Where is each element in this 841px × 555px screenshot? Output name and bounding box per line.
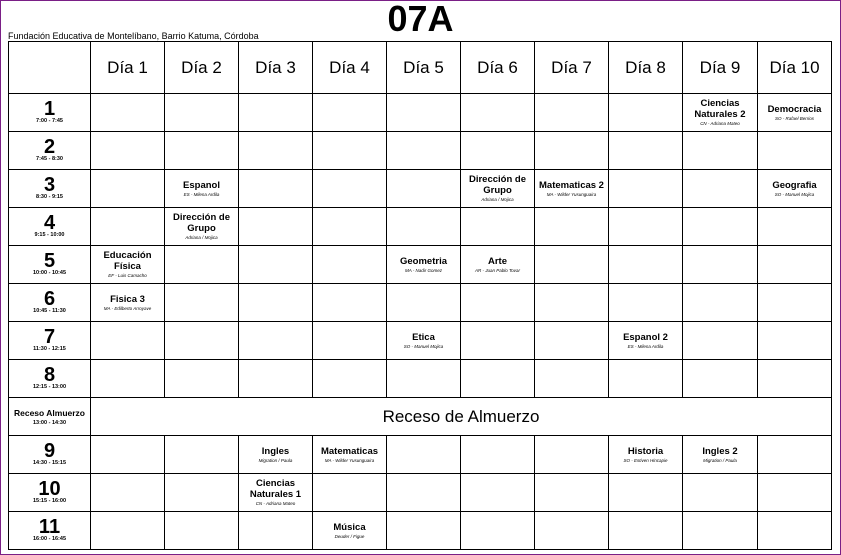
schedule-cell: [239, 170, 313, 208]
period-time: 8:30 - 9:15: [36, 194, 63, 200]
class-subject: Espanol: [183, 179, 220, 191]
class-subject: Etica: [412, 331, 435, 343]
schedule-cell: [239, 512, 313, 550]
class-teacher: CN - Adriana Mateo: [700, 121, 740, 126]
schedule-cell: [91, 246, 165, 284]
schedule-cell: [609, 322, 683, 360]
class-subject: Matematicas: [320, 445, 379, 457]
class-subject: Educación Física: [103, 250, 152, 272]
period-number: 1: [43, 98, 56, 120]
period-row: [9, 208, 832, 246]
schedule-cell: [683, 436, 758, 474]
schedule-cell: [165, 208, 239, 246]
schedule-cell: [165, 132, 239, 170]
schedule-cell: [683, 170, 758, 208]
schedule-cell: [609, 94, 683, 132]
period-number: 8: [43, 364, 56, 386]
class-teacher: MA - Wilder Yusunguaira: [546, 191, 597, 197]
class-teacher: Migration / Paula: [703, 457, 737, 463]
schedule-cell: [387, 208, 461, 246]
schedule-cell: [91, 208, 165, 246]
schedule-cell: [461, 322, 535, 360]
period-row: [9, 436, 832, 474]
timetable: [8, 41, 832, 550]
period-label: [9, 284, 91, 322]
period-label: [9, 94, 91, 132]
recess-banner: Receso de Almuerzo: [91, 398, 832, 436]
period-number: 4: [43, 212, 56, 234]
period-label: [9, 170, 91, 208]
class-subject: Ciencias Naturales 2: [694, 98, 746, 120]
schedule-cell: [91, 132, 165, 170]
schedule-cell: [683, 322, 758, 360]
class-subject: Dirección de Grupo: [468, 174, 527, 196]
class-subject: Fisica 3: [110, 293, 145, 305]
period-label: [9, 436, 91, 474]
day-header-10: Día 10: [758, 42, 832, 94]
schedule-cell: [165, 474, 239, 512]
period-number: 9: [43, 440, 56, 462]
schedule-cell: [609, 474, 683, 512]
schedule-cell: [387, 284, 461, 322]
class-teacher: MA - Nadir Gomez: [404, 267, 443, 273]
schedule-cell: [313, 208, 387, 246]
period-row: [9, 512, 832, 550]
class-teacher: CN - Adriana Mateo: [255, 501, 296, 506]
schedule-cell: [239, 360, 313, 398]
schedule-cell: [165, 436, 239, 474]
schedule-cell: [683, 284, 758, 322]
schedule-cell: [683, 246, 758, 284]
class-teacher: AR - Juan Pablo Tovar: [474, 267, 521, 273]
period-row: [9, 322, 832, 360]
class-teacher: Migration / Paula: [258, 457, 293, 463]
period-number: 3: [43, 174, 56, 196]
schedule-cell: [91, 284, 165, 322]
schedule-cell: [313, 436, 387, 474]
schedule-cell: [535, 284, 609, 322]
schedule-cell: [313, 322, 387, 360]
schedule-cell: [461, 474, 535, 512]
schedule-cell: [609, 512, 683, 550]
day-header-7: Día 7: [535, 42, 609, 94]
schedule-cell: [91, 360, 165, 398]
class-subject: Ciencias Naturales 1: [249, 478, 302, 500]
schedule-cell: [91, 170, 165, 208]
schedule-cell: [758, 512, 832, 550]
class-subject: Música: [333, 521, 366, 533]
schedule-cell: [758, 284, 832, 322]
period-time: 7:45 - 8:30: [36, 156, 63, 162]
schedule-cell: [165, 246, 239, 284]
schedule-cell: [387, 360, 461, 398]
schedule-cell: [758, 170, 832, 208]
schedule-cell: [239, 208, 313, 246]
class-teacher: SO - Manuel Mojica: [403, 343, 444, 349]
schedule-cell: [461, 208, 535, 246]
schedule-cell: [387, 474, 461, 512]
period-time: 16:00 - 16:45: [32, 536, 67, 542]
schedule-cell: [683, 132, 758, 170]
class-subject: Democracia: [767, 103, 822, 115]
day-header-8: Día 8: [609, 42, 683, 94]
schedule-cell: [313, 132, 387, 170]
schedule-cell: [683, 94, 758, 132]
class-teacher: MA - Wilder Yusunguaira: [324, 457, 375, 463]
schedule-cell: [683, 208, 758, 246]
period-time: 7:00 - 7:45: [36, 118, 63, 124]
day-header-5: Día 5: [387, 42, 461, 94]
schedule-cell: [758, 474, 832, 512]
period-row: [9, 474, 832, 512]
schedule-cell: [461, 360, 535, 398]
schedule-cell: [91, 436, 165, 474]
period-label: [9, 132, 91, 170]
class-subject: Ingles: [261, 445, 290, 457]
schedule-cell: [535, 208, 609, 246]
schedule-cell: [387, 322, 461, 360]
period-number: 2: [43, 136, 56, 158]
schedule-cell: [313, 94, 387, 132]
period-label: [9, 246, 91, 284]
period-time: 15:15 - 16:00: [32, 498, 67, 504]
schedule-cell: [91, 512, 165, 550]
schedule-cell: [609, 132, 683, 170]
day-header-9: Día 9: [683, 42, 758, 94]
schedule-cell: [535, 360, 609, 398]
class-teacher: SO - Manuel Mojica: [774, 191, 815, 197]
schedule-cell: [91, 474, 165, 512]
schedule-cell: [387, 94, 461, 132]
recess-label: Receso Almuerzo: [13, 407, 85, 418]
schedule-cell: [683, 512, 758, 550]
class-subject: Geometria: [400, 255, 447, 267]
recess-label-cell: [9, 398, 91, 436]
schedule-cell: [313, 474, 387, 512]
schedule-cell: [165, 360, 239, 398]
class-teacher: Adriana / Mojica: [185, 235, 218, 240]
schedule-cell: [535, 170, 609, 208]
period-label: [9, 322, 91, 360]
day-header-row: [9, 42, 832, 94]
schedule-cell: [535, 512, 609, 550]
schedule-cell: [758, 360, 832, 398]
period-row: [9, 94, 832, 132]
schedule-cell: [535, 474, 609, 512]
period-number: 6: [43, 288, 56, 310]
class-teacher: Adriana / Mojica: [481, 197, 514, 202]
schedule-cell: [758, 246, 832, 284]
day-header-1: Día 1: [91, 42, 165, 94]
period-row: [9, 284, 832, 322]
schedule-cell: [239, 474, 313, 512]
schedule-cell: [165, 284, 239, 322]
schedule-cell: [91, 94, 165, 132]
schedule-cell: [387, 436, 461, 474]
schedule-cell: [609, 436, 683, 474]
day-header-2: Día 2: [165, 42, 239, 94]
period-time: 10:45 - 11:30: [33, 308, 66, 314]
recess-row: [9, 398, 832, 436]
schedule-cell: [535, 94, 609, 132]
schedule-cell: [758, 208, 832, 246]
corner-cell: [9, 42, 91, 94]
schedule-cell: [461, 170, 535, 208]
schedule-cell: [165, 512, 239, 550]
schedule-cell: [387, 512, 461, 550]
schedule-cell: [461, 284, 535, 322]
class-teacher: SO - Rafael Berrios: [774, 115, 814, 121]
schedule-cell: [165, 94, 239, 132]
day-header-6: Día 6: [461, 42, 535, 94]
schedule-cell: [387, 132, 461, 170]
day-header-4: Día 4: [313, 42, 387, 94]
schedule-cell: [609, 360, 683, 398]
schedule-cell: [387, 170, 461, 208]
schedule-cell: [758, 94, 832, 132]
schedule-cell: [609, 284, 683, 322]
schedule-cell: [461, 246, 535, 284]
schedule-cell: [313, 170, 387, 208]
class-subject: Arte: [487, 255, 507, 267]
schedule-cell: [91, 322, 165, 360]
schedule-cell: [313, 360, 387, 398]
period-label: [9, 474, 91, 512]
class-teacher: MA - Edilberto Arroyave: [103, 305, 152, 311]
schedule-cell: [239, 94, 313, 132]
period-row: [9, 246, 832, 284]
schedule-cell: [535, 322, 609, 360]
schedule-cell: [387, 246, 461, 284]
schedule-cell: [461, 94, 535, 132]
period-number: 10: [38, 478, 61, 500]
period-time: 9:15 - 10:00: [34, 232, 65, 238]
period-row: [9, 132, 832, 170]
schedule-cell: [609, 170, 683, 208]
school-name: Fundación Educativa de Montelíbano, Barrio Katuma, Córdoba: [8, 31, 259, 41]
group-title: 07A: [387, 0, 454, 39]
schedule-cell: [535, 436, 609, 474]
class-teacher: EF - Luis Camacho: [108, 273, 147, 278]
period-time: 10:00 - 10:45: [32, 270, 67, 276]
recess-time: 13:00 - 14:30: [32, 419, 67, 426]
schedule-cell: [535, 132, 609, 170]
schedule-cell: [758, 322, 832, 360]
period-row: [9, 360, 832, 398]
schedule-cell: [683, 474, 758, 512]
schedule-cell: [313, 512, 387, 550]
schedule-cell: [239, 436, 313, 474]
schedule-cell: [683, 360, 758, 398]
class-subject: Historia: [627, 445, 664, 457]
schedule-cell: [609, 246, 683, 284]
class-subject: Matematicas 2: [539, 179, 604, 191]
schedule-cell: [239, 246, 313, 284]
schedule-cell: [758, 436, 832, 474]
schedule-cell: [461, 436, 535, 474]
period-label: [9, 512, 91, 550]
schedule-cell: [239, 322, 313, 360]
period-time: 14:30 - 15:15: [32, 460, 67, 466]
schedule-cell: [461, 132, 535, 170]
period-number: 7: [43, 326, 56, 348]
schedule-cell: [165, 170, 239, 208]
schedule-cell: [313, 246, 387, 284]
period-label: [9, 208, 91, 246]
class-teacher: SO - Estiven Hincapie: [623, 457, 668, 463]
schedule-cell: [165, 322, 239, 360]
class-subject: Geografia: [772, 179, 817, 191]
schedule-cell: [609, 208, 683, 246]
class-teacher: Deuder / Figue: [334, 533, 365, 539]
schedule-cell: [535, 246, 609, 284]
period-time: 12:15 - 13:00: [32, 384, 67, 390]
period-label: [9, 360, 91, 398]
class-subject: Dirección de Grupo: [172, 212, 231, 234]
schedule-cell: [461, 512, 535, 550]
class-subject: Ingles 2: [702, 445, 738, 457]
schedule-cell: [313, 284, 387, 322]
class-teacher: ES - Milena Ardila: [627, 343, 664, 349]
schedule-cell: [239, 132, 313, 170]
class-subject: Espanol 2: [623, 331, 668, 343]
period-number: 5: [43, 250, 56, 272]
schedule-cell: [239, 284, 313, 322]
day-header-3: Día 3: [239, 42, 313, 94]
period-row: [9, 170, 832, 208]
period-time: 11:30 - 12:15: [33, 346, 66, 352]
period-number: 11: [38, 516, 61, 538]
schedule-cell: [758, 132, 832, 170]
class-teacher: ES - Milena Ardila: [183, 191, 220, 197]
